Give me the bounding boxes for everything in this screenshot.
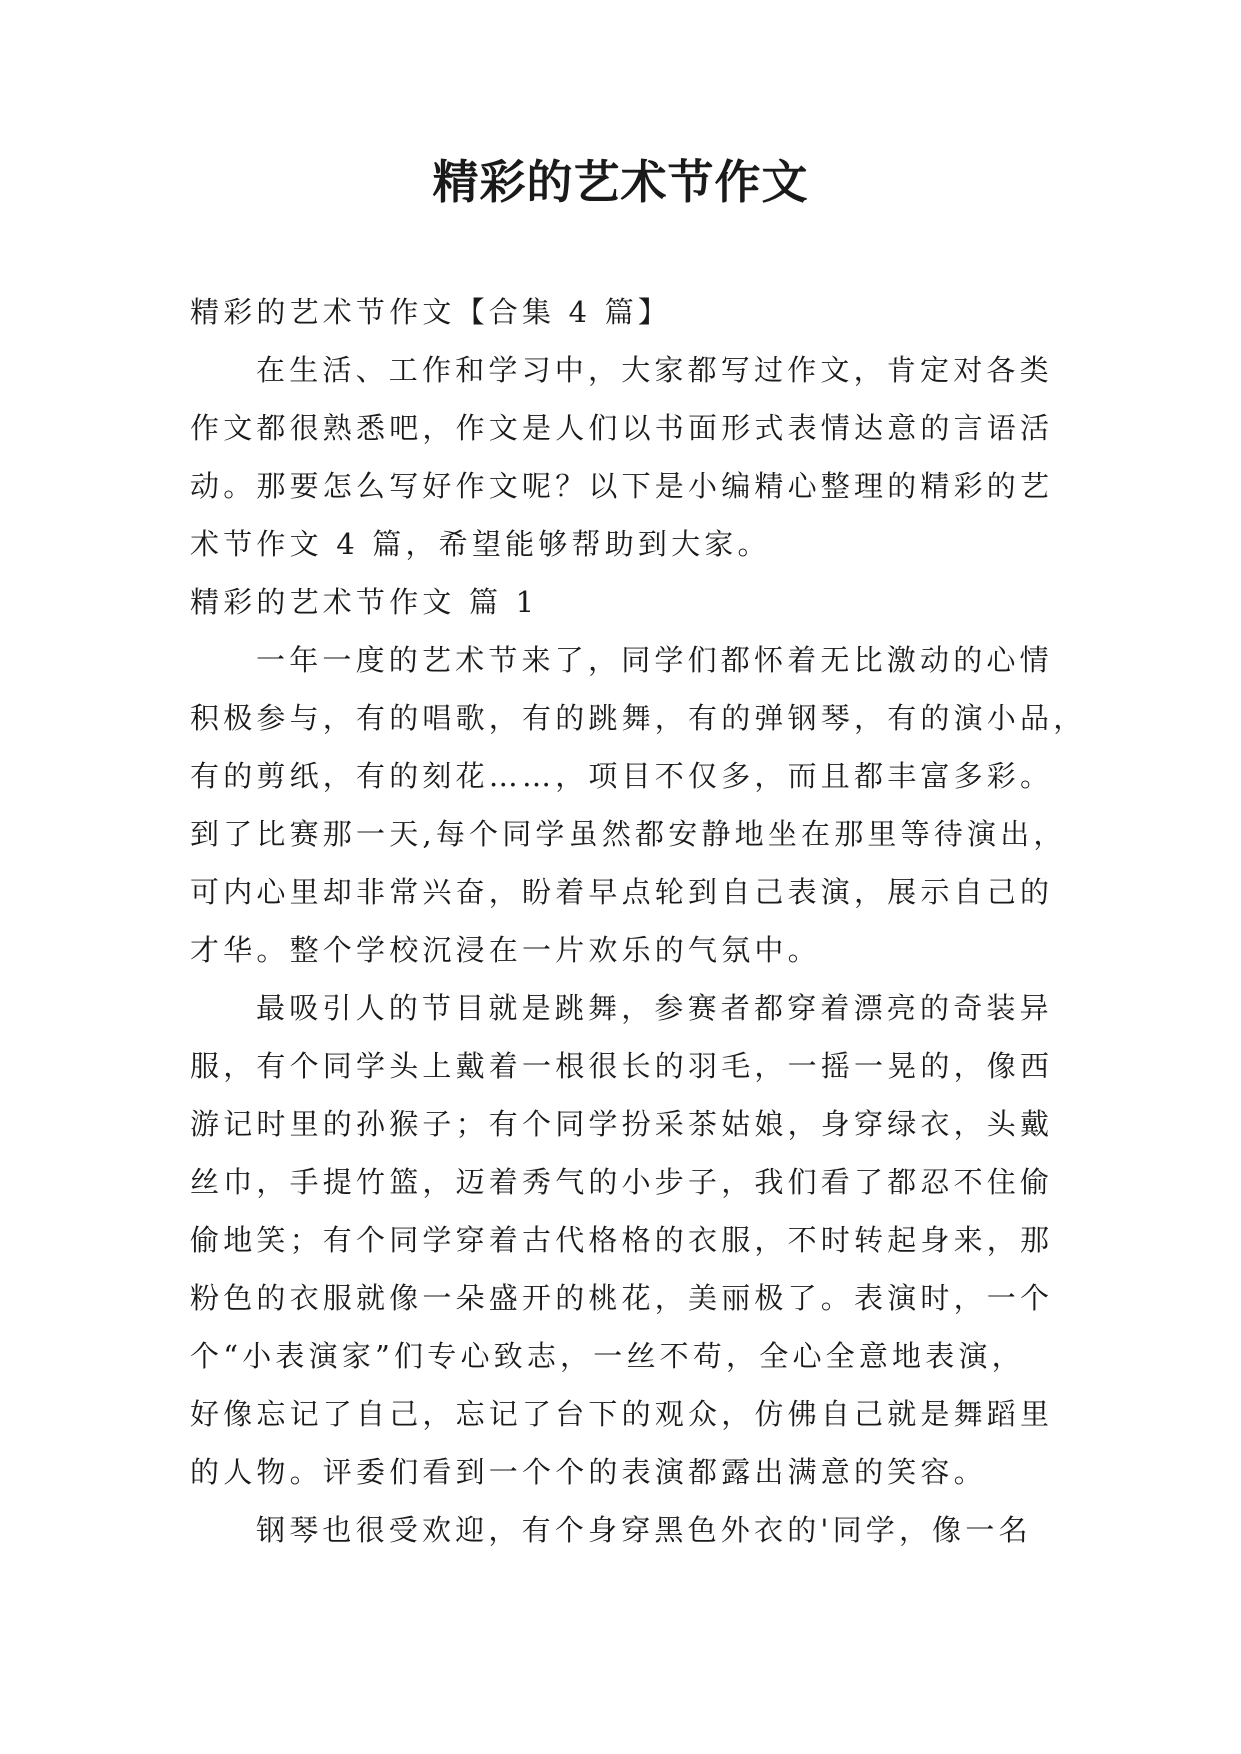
body-line: 好像忘记了自己，忘记了台下的观众，仿佛自己就是舞蹈里 <box>190 1397 1054 1431</box>
body-line: 钢琴也很受欢迎，有个身穿黑色外衣的'同学，像一名 <box>256 1513 1032 1547</box>
body-line: 才华。整个学校沉浸在一片欢乐的气氛中。 <box>190 933 821 967</box>
body-line: 最吸引人的节目就是跳舞，参赛者都穿着漂亮的奇装异 <box>256 991 1053 1025</box>
body-line: 到了比赛那一天,每个同学虽然都安静地坐在那里等待演出， <box>190 817 1067 851</box>
body-line: 积极参与，有的唱歌，有的跳舞，有的弹钢琴，有的演小品， <box>190 701 1087 735</box>
body-line: 作文都很熟悉吧，作文是人们以书面形式表情达意的言语活 <box>190 411 1054 445</box>
body-line: 精彩的艺术节作文【合集 4 篇】 <box>190 295 672 329</box>
section-heading: 精彩的艺术节作文 篇 1 <box>190 585 539 619</box>
body-line: 动。那要怎么写好作文呢？以下是小编精心整理的精彩的艺 <box>190 469 1054 503</box>
body-line: 术节作文 4 篇，希望能够帮助到大家。 <box>190 527 771 561</box>
body-line: 在生活、工作和学习中，大家都写过作文，肯定对各类 <box>256 353 1053 387</box>
body-line: 游记时里的孙猴子；有个同学扮采茶姑娘，身穿绿衣，头戴 <box>190 1107 1054 1141</box>
document-title: 精彩的艺术节作文 <box>432 155 809 209</box>
body-line: 个“小表演家”们专心致志，一丝不苟，全心全意地表演， <box>190 1339 1025 1373</box>
body-line: 服，有个同学头上戴着一根很长的羽毛，一摇一晃的，像西 <box>190 1049 1054 1083</box>
body-line: 有的剪纸，有的刻花……，项目不仅多，而且都丰富多彩。 <box>190 759 1054 793</box>
body-line: 丝巾，手提竹篮，迈着秀气的小步子，我们看了都忍不住偷 <box>190 1165 1054 1199</box>
body-line: 可内心里却非常兴奋，盼着早点轮到自己表演，展示自己的 <box>190 875 1054 909</box>
body-line: 的人物。评委们看到一个个的表演都露出满意的笑容。 <box>190 1455 987 1489</box>
body-line: 一年一度的艺术节来了，同学们都怀着无比激动的心情 <box>256 643 1053 677</box>
body-line: 粉色的衣服就像一朵盛开的桃花，美丽极了。表演时，一个 <box>190 1281 1054 1315</box>
document-body <box>190 283 1087 1559</box>
body-line: 偷地笑；有个同学穿着古代格格的衣服，不时转起身来，那 <box>190 1223 1054 1257</box>
